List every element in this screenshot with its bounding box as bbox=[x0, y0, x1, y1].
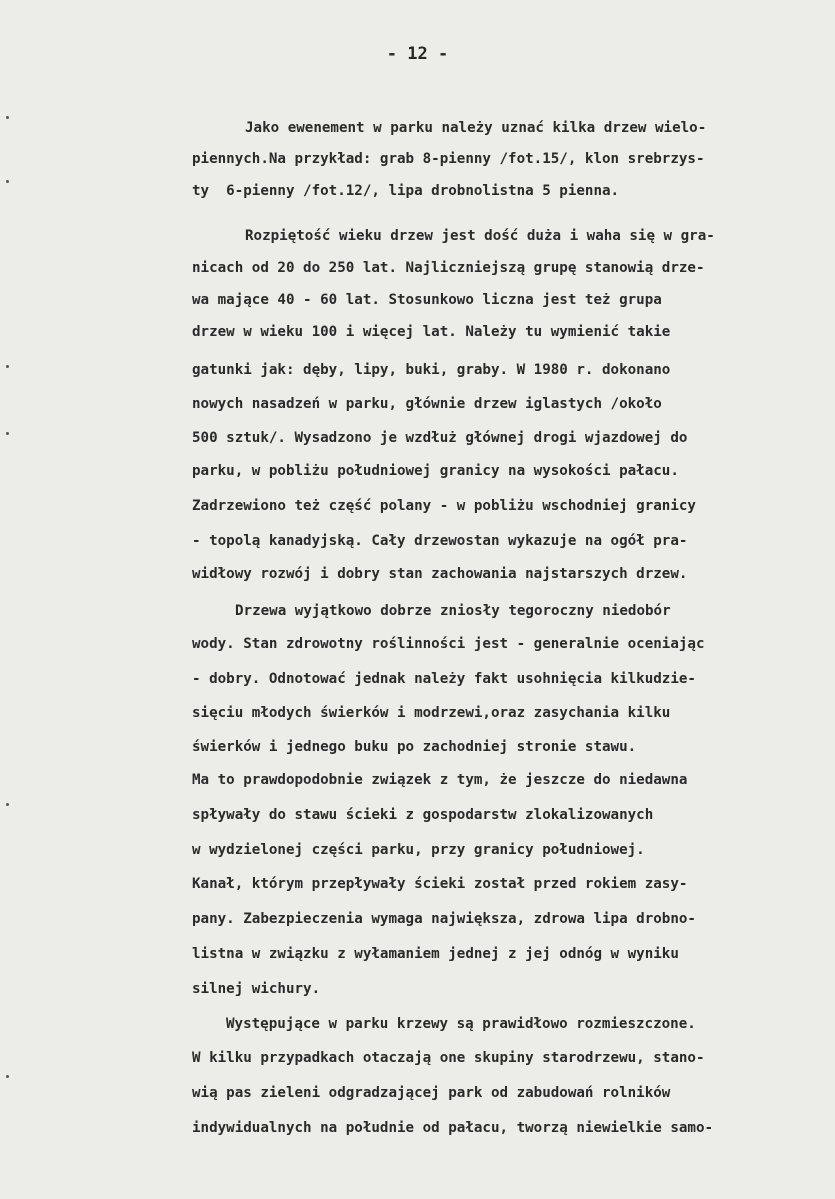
margin-dot bbox=[6, 116, 9, 119]
text-line: widłowy rozwój i dobry stan zachowania najstarszych drzew. bbox=[192, 566, 688, 582]
text-line: Ma to prawdopodobnie związek z tym, że jeszcze do niedawna bbox=[192, 772, 688, 788]
text-line: Zadrzewiono też część polany - w pobliżu wschodniej granicy bbox=[192, 498, 696, 514]
text-line: nowych nasadzeń w parku, głównie drzew iglastych /około bbox=[192, 396, 662, 412]
text-line: parku, w pobliżu południowej granicy na wysokości pałacu. bbox=[192, 463, 679, 479]
text-line: gatunki jak: dęby, lipy, buki, graby. W 1980 r. dokonano bbox=[192, 362, 671, 378]
text-line: świerków i jednego buku po zachodniej stronie stawu. bbox=[192, 739, 637, 755]
margin-dot bbox=[6, 180, 9, 183]
text-line: wody. Stan zdrowotny roślinności jest - generalnie oceniając bbox=[192, 636, 705, 652]
text-line: W kilku przypadkach otaczają one skupiny starodrzewu, stano- bbox=[192, 1050, 705, 1066]
text-line: wa mające 40 - 60 lat. Stosunkowo liczna jest też grupa bbox=[192, 292, 662, 308]
margin-dot bbox=[6, 432, 9, 435]
text-line: spływały do stawu ścieki z gospodarstw zlokalizowanych bbox=[192, 807, 654, 823]
text-line: sięciu młodych świerków i modrzewi,oraz zasychania kilku bbox=[192, 705, 671, 721]
text-line: w wydzielonej części parku, przy granicy południowej. bbox=[192, 842, 645, 858]
text-line: Drzewa wyjątkowo dobrze zniosły tegoroczny niedobór bbox=[235, 603, 671, 619]
margin-dot bbox=[6, 1075, 9, 1078]
page-number: - 12 - bbox=[386, 44, 449, 64]
margin-dot bbox=[6, 365, 9, 368]
text-line: pany. Zabezpieczenia wymaga największa, zdrowa lipa drobno- bbox=[192, 911, 696, 927]
text-line: - dobry. Odnotować jednak należy fakt usohnięcia kilkudzie- bbox=[192, 671, 696, 687]
text-line: piennych.Na przykład: grab 8-pienny /fot.15/, klon srebrzys- bbox=[192, 151, 705, 167]
text-line: 500 sztuk/. Wysadzono je wzdłuż głównej drogi wjazdowej do bbox=[192, 430, 688, 446]
text-line: Występujące w parku krzewy są prawidłowo rozmieszczone. bbox=[226, 1016, 696, 1032]
text-line: Kanał, którym przepływały ścieki został przed rokiem zasy- bbox=[192, 876, 688, 892]
text-line: ty 6-pienny /fot.12/, lipa drobnolistna 5 pienna. bbox=[192, 183, 620, 199]
text-line: wią pas zieleni odgradzającej park od zabudowań rolników bbox=[192, 1085, 671, 1101]
text-line: silnej wichury. bbox=[192, 981, 321, 997]
text-line: - topolą kanadyjską. Cały drzewostan wykazuje na ogół pra- bbox=[192, 533, 688, 549]
margin-dot bbox=[6, 803, 9, 806]
text-line: drzew w wieku 100 i więcej lat. Należy tu wymienić takie bbox=[192, 324, 671, 340]
text-line: listna w związku z wyłamaniem jednej z jej odnóg w wyniku bbox=[192, 946, 679, 962]
text-line: indywidualnych na południe od pałacu, tworzą niewielkie samo- bbox=[192, 1120, 714, 1136]
text-line: nicach od 20 do 250 lat. Najliczniejszą grupę stanowią drze- bbox=[192, 260, 705, 276]
text-line: Jako ewenement w parku należy uznać kilka drzew wielo- bbox=[245, 120, 707, 136]
text-line: Rozpiętość wieku drzew jest dość duża i waha się w gra- bbox=[245, 228, 715, 244]
